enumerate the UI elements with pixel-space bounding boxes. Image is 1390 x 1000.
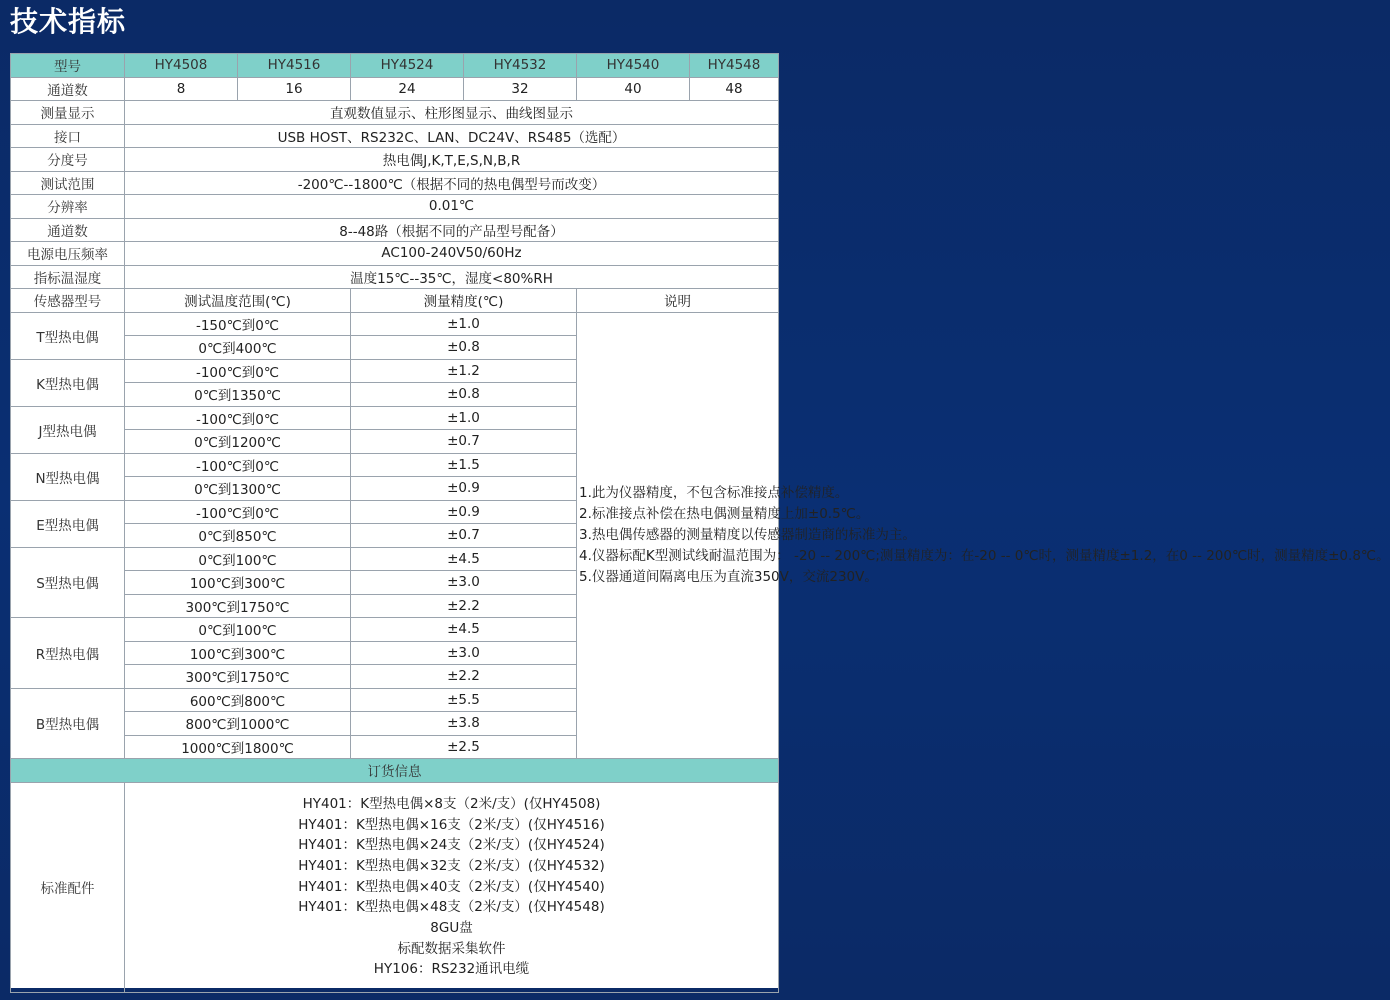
ordering-item: HY401：K型热电偶×40支（2米/支）(仅HY4540) [298, 878, 605, 895]
note-item: 4.仪器标配K型测试线耐温范围为： -20 -- 200℃;测量精度为：在-20 -- 0℃时，测量精度±1.2，在0 -- 200℃时，测量精度±0.8℃。 [579, 547, 1390, 564]
sensor-range: -100℃到0℃ [125, 453, 351, 477]
channel-label: 通道数 [11, 77, 125, 101]
page-title: 技术指标 [10, 5, 127, 38]
channel-cell: 24 [351, 77, 464, 101]
spec-label: 分辨率 [11, 195, 125, 219]
sensor-range: 0℃到1200℃ [125, 430, 351, 454]
sensor-range-header: 测试温度范围(℃) [125, 289, 351, 313]
spec-label: 接口 [11, 124, 125, 148]
spec-value: AC100-240V50/60Hz [125, 242, 779, 266]
sensor-range: 0℃到100℃ [125, 618, 351, 642]
sensor-type: E型热电偶 [11, 500, 125, 547]
sensor-range: -100℃到0℃ [125, 500, 351, 524]
spec-value: 热电偶J,K,T,E,S,N,B,R [125, 148, 779, 172]
ordering-title: 订货信息 [11, 759, 779, 783]
sensor-type: N型热电偶 [11, 453, 125, 500]
sensor-accuracy: ±2.2 [351, 665, 577, 689]
sensor-accuracy: ±0.9 [351, 477, 577, 501]
sensor-range: 0℃到400℃ [125, 336, 351, 360]
model-label: 型号 [11, 54, 125, 78]
sensor-accuracy: ±0.8 [351, 383, 577, 407]
sensor-type: K型热电偶 [11, 359, 125, 406]
sensor-type: R型热电偶 [11, 618, 125, 689]
sensor-row [11, 312, 779, 336]
notes-cell [577, 312, 1390, 759]
sensor-accuracy: ±0.7 [351, 524, 577, 548]
model-cell: HY4540 [577, 54, 690, 78]
note-item: 1.此为仪器精度，不包含标准接点补偿精度。 [579, 484, 849, 501]
spec-label: 测量显示 [11, 101, 125, 125]
sensor-accuracy: ±5.5 [351, 688, 577, 712]
spec-label: 指标温湿度 [11, 265, 125, 289]
ordering-item: HY106：RS232通讯电缆 [373, 961, 530, 978]
ordering-item: HY401：K型热电偶×24支（2米/支）(仅HY4524) [298, 837, 605, 854]
sensor-range: 0℃到850℃ [125, 524, 351, 548]
channel-cell: 40 [577, 77, 690, 101]
sensor-accuracy: ±4.5 [351, 547, 577, 571]
model-cell: HY4516 [238, 54, 351, 78]
spec-value: 温度15℃--35℃，湿度<80%RH [125, 265, 779, 289]
model-cell: HY4524 [351, 54, 464, 78]
sensor-range: 300℃到1750℃ [125, 594, 351, 618]
sensor-accuracy: ±1.0 [351, 312, 577, 336]
sensor-accuracy: ±3.0 [351, 571, 577, 595]
sensor-type: J型热电偶 [11, 406, 125, 453]
sensor-header-row [11, 289, 779, 313]
ordering-item: HY401：K型热电偶×48支（2米/支）(仅HY4548) [298, 899, 605, 916]
ordering-item: HY401：K型热电偶×32支（2米/支）(仅HY4532) [298, 857, 605, 874]
spec-table [10, 53, 1390, 993]
sensor-type: B型热电偶 [11, 688, 125, 759]
sensor-accuracy: ±3.8 [351, 712, 577, 736]
channel-row [11, 77, 779, 101]
spec-value: 0.01℃ [125, 195, 779, 219]
spec-value: 直观数值显示、柱形图显示、曲线图显示 [125, 101, 779, 125]
ordering-header-row [11, 759, 779, 783]
sensor-accuracy: ±0.8 [351, 336, 577, 360]
ordering-item: HY401：K型热电偶×16支（2米/支）(仅HY4516) [298, 816, 605, 833]
spec-row [11, 101, 779, 125]
note-item: 5.仪器通道间隔离电压为直流350V，交流230V。 [579, 568, 878, 585]
model-cell: HY4532 [464, 54, 577, 78]
sensor-range: 100℃到300℃ [125, 641, 351, 665]
sensor-accuracy: ±3.0 [351, 641, 577, 665]
spec-value: USB HOST、RS232C、LAN、DC24V、RS485（选配） [125, 124, 779, 148]
sensor-accuracy: ±1.5 [351, 453, 577, 477]
sensor-accuracy: ±0.9 [351, 500, 577, 524]
spec-panel [10, 53, 1390, 988]
sensor-range: 800℃到1000℃ [125, 712, 351, 736]
spec-row [11, 171, 779, 195]
sensor-accuracy: ±0.7 [351, 430, 577, 454]
sensor-notes-header: 说明 [577, 289, 779, 313]
spec-row [11, 218, 779, 242]
sensor-range: 100℃到300℃ [125, 571, 351, 595]
sensor-range: -100℃到0℃ [125, 406, 351, 430]
spec-value: -200℃--1800℃（根据不同的热电偶型号而改变） [125, 171, 779, 195]
ordering-row [11, 782, 779, 992]
spec-label: 电源电压频率 [11, 242, 125, 266]
ordering-label: 标准配件 [11, 782, 125, 992]
spec-row [11, 148, 779, 172]
channel-cell: 32 [464, 77, 577, 101]
sensor-accuracy: ±4.5 [351, 618, 577, 642]
model-cell: HY4548 [690, 54, 779, 78]
model-row [11, 54, 779, 78]
note-item: 3.热电偶传感器的测量精度以传感器制造商的标准为主。 [579, 526, 916, 543]
sensor-range: 0℃到100℃ [125, 547, 351, 571]
spec-row [11, 195, 779, 219]
sensor-type-header: 传感器型号 [11, 289, 125, 313]
spec-row [11, 242, 779, 266]
channel-cell: 48 [690, 77, 779, 101]
sensor-accuracy: ±2.2 [351, 594, 577, 618]
spec-value: 8--48路（根据不同的产品型号配备） [125, 218, 779, 242]
sensor-accuracy: ±2.5 [351, 735, 577, 759]
ordering-item: 8GU盘 [430, 920, 473, 937]
spec-label: 通道数 [11, 218, 125, 242]
sensor-accuracy-header: 测量精度(℃) [351, 289, 577, 313]
model-cell: HY4508 [125, 54, 238, 78]
ordering-list [125, 782, 779, 992]
spec-label: 测试范围 [11, 171, 125, 195]
sensor-accuracy: ±1.2 [351, 359, 577, 383]
note-item: 2.标准接点补偿在热电偶测量精度上加±0.5℃。 [579, 505, 870, 522]
channel-cell: 8 [125, 77, 238, 101]
sensor-range: -100℃到0℃ [125, 359, 351, 383]
spec-row [11, 265, 779, 289]
channel-cell: 16 [238, 77, 351, 101]
spec-label: 分度号 [11, 148, 125, 172]
sensor-range: 1000℃到1800℃ [125, 735, 351, 759]
sensor-type: S型热电偶 [11, 547, 125, 618]
sensor-range: 300℃到1750℃ [125, 665, 351, 689]
sensor-accuracy: ±1.0 [351, 406, 577, 430]
sensor-range: -150℃到0℃ [125, 312, 351, 336]
sensor-range: 0℃到1350℃ [125, 383, 351, 407]
sensor-range: 0℃到1300℃ [125, 477, 351, 501]
sensor-type: T型热电偶 [11, 312, 125, 359]
ordering-item: 标配数据采集软件 [397, 940, 506, 957]
ordering-item: HY401：K型热电偶×8支（2米/支）(仅HY4508) [302, 795, 601, 812]
sensor-range: 600℃到800℃ [125, 688, 351, 712]
spec-row [11, 124, 779, 148]
